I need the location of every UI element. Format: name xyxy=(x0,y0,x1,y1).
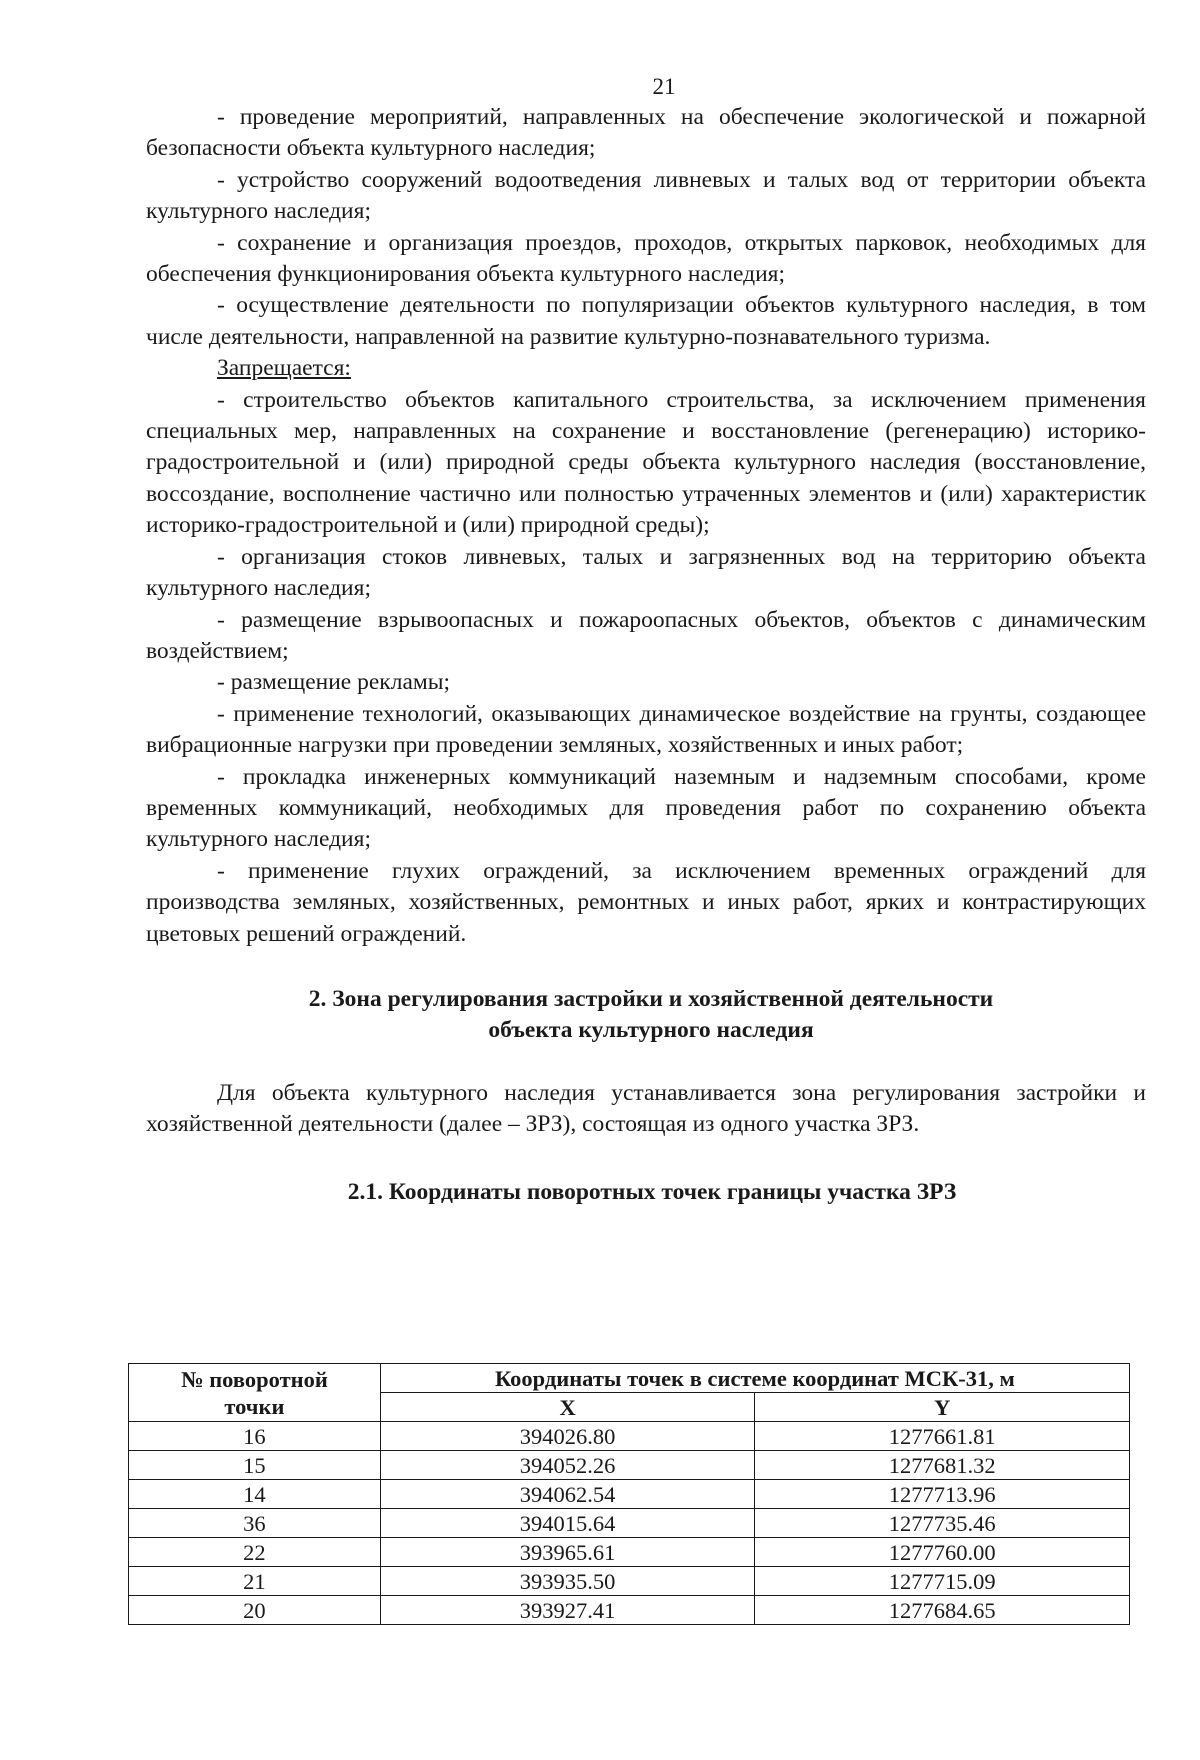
paragraph-prohibit-hazardous: - размещение взрывоопасных и пожароопасных объектов, объектов с динамическим воздействием; xyxy=(146,606,1146,664)
cell-point: 14 xyxy=(129,1480,381,1509)
header-y: Y xyxy=(755,1393,1130,1422)
header-point-number xyxy=(129,1364,381,1422)
section-title xyxy=(146,984,1146,1046)
header-point-line-2: точки xyxy=(224,1393,285,1419)
cell-point: 15 xyxy=(129,1451,381,1480)
coordinates-table xyxy=(128,1363,1130,1625)
table-row xyxy=(129,1480,1130,1509)
cell-y: 1277715.09 xyxy=(755,1567,1130,1596)
paragraph-prohibit-advertising: - размещение рекламы; xyxy=(217,669,451,696)
paragraph-popularization: - осуществление деятельности по популяризации объектов культурного наследия, в том числе деятельности, направленной на развитие культурно-познавательного туризма. xyxy=(146,292,1146,350)
paragraph-prohibit-vibration: - применение технологий, оказывающих динамическое воздействие на грунты, создающее вибрационные нагрузки при проведении земляных, хозяйственных и иных работ; xyxy=(146,700,1146,759)
cell-point: 36 xyxy=(129,1509,381,1538)
cell-x: 394026.80 xyxy=(380,1422,755,1451)
header-x: X xyxy=(380,1393,755,1422)
paragraph-ecology-fire-safety: - проведение мероприятий, направленных на обеспечение экологической и пожарной безопасности объекта культурного наследия; xyxy=(146,104,1146,162)
paragraph-prohibit-fences: - применение глухих ограждений, за исключением временных ограждений для производства земляных, хозяйственных, ремонтных и иных работ, ярких и контрастирующих цветовых решений ограждений. xyxy=(146,857,1146,947)
paragraph-driveways-parking: - сохранение и организация проездов, проходов, открытых парковок, необходимых для обеспечения функционирования объекта культурного наследия; xyxy=(146,229,1146,288)
header-point-line-1: № поворотной xyxy=(180,1366,328,1392)
cell-x: 393935.50 xyxy=(380,1567,755,1596)
cell-y: 1277684.65 xyxy=(755,1596,1130,1625)
table-row xyxy=(129,1567,1130,1596)
cell-x: 394052.26 xyxy=(380,1451,755,1480)
paragraph-prohibit-utilities: - прокладка инженерных коммуникаций наземным и надземным способами, кроме временных коммуникаций, необходимых для проведения работ по сохранению объекта культурного наследия; xyxy=(146,763,1146,853)
table-row xyxy=(129,1538,1130,1567)
cell-x: 394062.54 xyxy=(380,1480,755,1509)
cell-y: 1277681.32 xyxy=(755,1451,1130,1480)
cell-x: 393927.41 xyxy=(380,1596,755,1625)
table-row xyxy=(129,1509,1130,1538)
cell-x: 394015.64 xyxy=(380,1509,755,1538)
document-page xyxy=(146,72,1146,1208)
paragraph-drainage: - устройство сооружений водоотведения ливневых и талых вод от территории объекта культурного наследия; xyxy=(146,166,1146,225)
section-intro: Для объекта культурного наследия устанавливается зона регулирования застройки и хозяйственной деятельности (далее – ЗРЗ), состоящая из одного участка ЗРЗ. xyxy=(146,1079,1146,1138)
table-row xyxy=(129,1451,1130,1480)
prohibited-heading: Запрещается: xyxy=(217,355,351,382)
page-number: 21 xyxy=(652,74,676,99)
section-title-line-1: 2. Зона регулирования застройки и хозяйственной деятельности xyxy=(308,985,994,1012)
cell-point: 21 xyxy=(129,1567,381,1596)
cell-y: 1277713.96 xyxy=(755,1480,1130,1509)
section-title-line-2: объекта культурного наследия xyxy=(488,1016,814,1043)
table-title: 2.1. Координаты поворотных точек границы участка ЗРЗ xyxy=(347,1178,957,1205)
cell-y: 1277661.81 xyxy=(755,1422,1130,1451)
cell-point: 16 xyxy=(129,1422,381,1451)
cell-x: 393965.61 xyxy=(380,1538,755,1567)
table-row xyxy=(129,1422,1130,1451)
cell-point: 20 xyxy=(129,1596,381,1625)
table-row xyxy=(129,1596,1130,1625)
cell-point: 22 xyxy=(129,1538,381,1567)
paragraph-prohibit-construction: - строительство объектов капитального строительства, за исключением применения специальных мер, направленных на сохранение и восстановление (регенерацию) историко-градостроительной и (или) природной среды объекта культурного наследия (восстановление, воссоздание, восполнение частично или полностью утраченных элементов и (или) характеристик историко-градостроительной и (или) природной среды); xyxy=(146,386,1146,539)
paragraph-prohibit-runoff: - организация стоков ливневых, талых и загрязненных вод на территорию объекта культурного наследия; xyxy=(146,543,1146,602)
cell-y: 1277760.00 xyxy=(755,1538,1130,1567)
cell-y: 1277735.46 xyxy=(755,1509,1130,1538)
header-coordinates: Координаты точек в системе координат МСК-31, м xyxy=(380,1364,1129,1393)
